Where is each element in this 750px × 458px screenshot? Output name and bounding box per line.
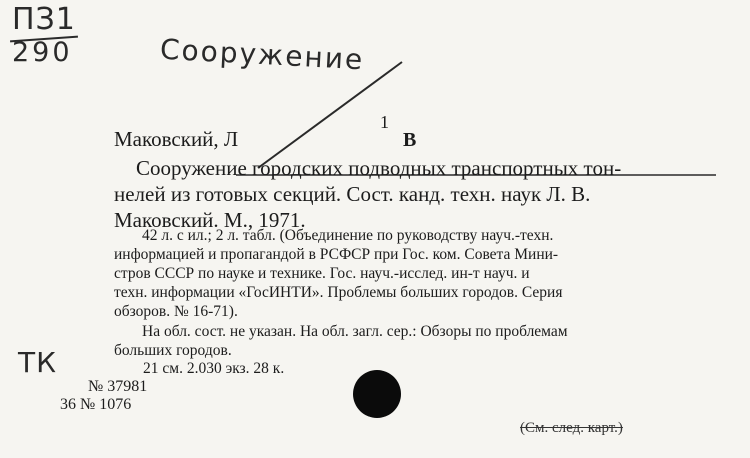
shelf-mark-bottom: 290 bbox=[12, 37, 73, 68]
shelf-mark-top: ПЗ1 bbox=[12, 2, 76, 37]
accession-number-1: № 37981 bbox=[88, 378, 148, 395]
see-next-card: (См. след. карт.) bbox=[520, 420, 623, 436]
description-line-3: стров СССР по науке и технике. Гос. науч.-исслед. ин-т науч. и bbox=[114, 265, 530, 282]
physical-description bbox=[114, 226, 726, 321]
size-and-copies: 21 см. 2.030 экз. 28 к. bbox=[143, 360, 285, 377]
title-block bbox=[114, 155, 724, 233]
description-line-4: техн. информации «ГосИНТИ». Проблемы больших городов. Серия bbox=[114, 284, 563, 301]
accession-number-2: 36 № 1076 bbox=[60, 396, 132, 413]
notes bbox=[114, 322, 726, 360]
stamp-mark: ТК bbox=[18, 346, 57, 379]
note-line-1: На обл. сост. не указан. На обл. загл. сер.: Обзоры по проблемам bbox=[142, 323, 568, 340]
description-line-5: обзоров. № 16-71). bbox=[114, 303, 238, 320]
subject-heading: Сооружение bbox=[159, 32, 366, 77]
title-line-1: Сооружение городских подводных транспортных тон- bbox=[136, 156, 622, 180]
author-initial: В bbox=[403, 129, 417, 151]
author-heading: Маковский, Л bbox=[114, 127, 239, 151]
description-line-1: 42 л. с ил.; 2 л. табл. (Объединение по руководству науч.-техн. bbox=[142, 227, 554, 244]
title-line-2: нелей из готовых секций. Сост. канд. техн. наук Л. В. bbox=[114, 182, 591, 206]
description-line-2: информацией и пропагандой в РСФСР при Гос. ком. Совета Мини- bbox=[114, 246, 559, 263]
card-punch-hole bbox=[353, 370, 401, 418]
title-line-3: Маковский. М., 1971. bbox=[114, 208, 306, 232]
note-line-2: больших городов. bbox=[114, 342, 232, 359]
volume-marker: 1 bbox=[380, 112, 389, 132]
